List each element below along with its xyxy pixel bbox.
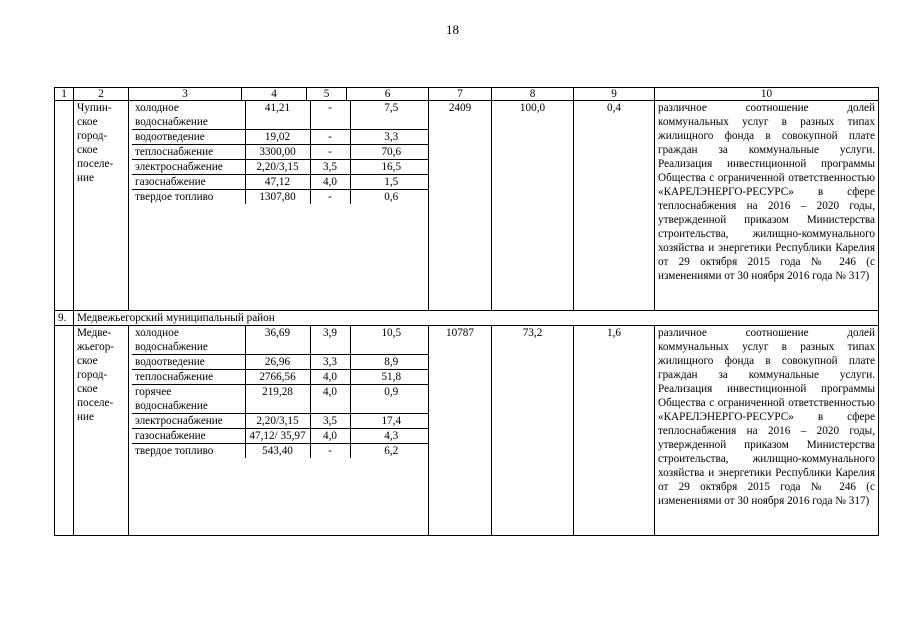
- header-cell: 6: [347, 88, 429, 101]
- header-cell: 2: [74, 88, 129, 101]
- service-share: 4,3: [350, 429, 429, 444]
- header-cell: 7: [429, 88, 492, 101]
- header-cell: 9: [574, 88, 655, 101]
- services-subtable: [132, 326, 429, 458]
- service-name: газоснабжение: [132, 429, 245, 444]
- services-subtable: [132, 101, 429, 204]
- service-name: теплоснабжение: [132, 370, 245, 385]
- service-tariff: 26,96: [245, 355, 310, 370]
- service-share: 70,6: [350, 145, 429, 160]
- service-index: 3,5: [310, 414, 350, 429]
- service-tariff: 19,02: [245, 130, 310, 145]
- service-index: -: [310, 145, 350, 160]
- note-cell: различное соотношение долей коммунальных услуг в разных типах жилищного фонда в совокупной плате граждан за коммунальные услуги. Реализация инвестиционной программы Общества с ограниченной ответственностью «КАРЕЛЭНЕРГО-РЕСУРС» в сфере теплоснабжения на 2016 – 2020 годы, утвержденной приказом Министерства строительства, жилищно-коммунального хозяйства и энергетики Республики Карелия от 29 октября 2015 года № 246 (с изменениями от 30 ноября 2016 года № 317): [655, 101, 879, 311]
- service-row: [132, 429, 429, 444]
- service-tariff: 543,40: [245, 444, 310, 459]
- service-name: электроснабжение: [132, 160, 245, 175]
- value-col9: 1,6: [574, 326, 655, 536]
- service-tariff: 2,20/3,15: [245, 414, 310, 429]
- value-col7: 10787: [429, 326, 492, 536]
- service-tariff: 219,28: [245, 385, 310, 414]
- service-index: 3,5: [310, 160, 350, 175]
- service-index: 4,0: [310, 370, 350, 385]
- header-row: [55, 88, 879, 101]
- service-tariff: 41,21: [245, 101, 310, 130]
- service-index: 4,0: [310, 385, 350, 414]
- service-row: [132, 414, 429, 429]
- service-share: 51,8: [350, 370, 429, 385]
- service-name: холодное водоснабжение: [132, 101, 245, 130]
- service-index: 3,3: [310, 355, 350, 370]
- header-cell: 3: [129, 88, 242, 101]
- services-cell: [129, 326, 429, 536]
- service-tariff: 47,12: [245, 175, 310, 190]
- tariff-table: [54, 87, 879, 536]
- service-tariff: 1307,80: [245, 190, 310, 205]
- header-cell: 8: [492, 88, 574, 101]
- service-name: водоотведение: [132, 355, 245, 370]
- value-col8: 73,2: [492, 326, 574, 536]
- region-name: Медвежьегорский муниципальный район: [74, 311, 879, 326]
- service-row: [132, 444, 429, 459]
- service-index: -: [310, 190, 350, 205]
- service-row: [132, 385, 429, 414]
- service-tariff: 2,20/3,15: [245, 160, 310, 175]
- service-index: 4,0: [310, 175, 350, 190]
- service-share: 17,4: [350, 414, 429, 429]
- service-share: 16,5: [350, 160, 429, 175]
- service-index: 4,0: [310, 429, 350, 444]
- service-row: [132, 175, 429, 190]
- service-row: [132, 370, 429, 385]
- service-share: 0,6: [384, 191, 399, 203]
- header-cell: 4: [242, 88, 307, 101]
- service-share: 8,9: [350, 355, 429, 370]
- region-row: [55, 311, 879, 326]
- service-row: [132, 326, 429, 355]
- service-share: 7,5: [350, 101, 429, 130]
- service-index: 3,9: [310, 326, 350, 355]
- service-row: [132, 190, 429, 205]
- service-row: [132, 145, 429, 160]
- row-number-cell: [55, 326, 74, 536]
- service-tariff: 36,69: [245, 326, 310, 355]
- header-cell: 5: [307, 88, 347, 101]
- service-tariff: 47,12/ 35,97: [245, 429, 310, 444]
- service-index: -: [310, 444, 350, 459]
- service-share: 3,3: [350, 130, 429, 145]
- service-tariff: 3300,00: [245, 145, 310, 160]
- service-name: твердое топливо: [132, 444, 245, 459]
- region-number: 9.: [55, 311, 74, 326]
- service-name: газоснабжение: [132, 175, 245, 190]
- service-name: холодное водоснабжение: [132, 326, 245, 355]
- settlement-cell: Чупин- ское город- ское поселе- ние: [74, 101, 129, 311]
- service-share: 10,5: [350, 326, 429, 355]
- service-name: твердое топливо: [132, 190, 245, 205]
- service-share: 6,2: [384, 445, 399, 457]
- table-row: [55, 326, 879, 536]
- service-row: [132, 160, 429, 175]
- service-share: 1,5: [350, 175, 429, 190]
- services-cell: [129, 101, 429, 311]
- service-share: 0,9: [350, 385, 429, 414]
- service-index: -: [310, 130, 350, 145]
- service-row: [132, 130, 429, 145]
- row-number-cell: [55, 101, 74, 311]
- service-name: электроснабжение: [132, 414, 245, 429]
- note-cell: различное соотношение долей коммунальных услуг в разных типах жилищного фонда в совокупной плате граждан за коммунальные услуги. Реализация инвестиционной программы Общества с ограниченной ответственностью «КАРЕЛЭНЕРГО-РЕСУРС» в сфере теплоснабжения на 2016 – 2020 годы, утвержденной приказом Министерства строительства, жилищно-коммунального хозяйства и энергетики Республики Карелия от 29 октября 2015 года № 246 (с изменениями от 30 ноября 2016 года № 317): [655, 326, 879, 536]
- settlement-cell: Медве- жьегор- ское город- ское поселе- ние: [74, 326, 129, 536]
- header-cell: 1: [55, 88, 74, 101]
- header-cell: 10: [655, 88, 879, 101]
- page-number: 18: [446, 22, 459, 37]
- service-name: водоотведение: [132, 130, 245, 145]
- service-tariff: 2766,56: [245, 370, 310, 385]
- service-name: теплоснабжение: [132, 145, 245, 160]
- table-row: [55, 101, 879, 311]
- value-col9: 0,4: [574, 101, 655, 311]
- value-col7: 2409: [429, 101, 492, 311]
- service-index: -: [310, 101, 350, 130]
- service-name: горячее водоснабжение: [132, 385, 245, 414]
- service-row: [132, 101, 429, 130]
- value-col8: 100,0: [492, 101, 574, 311]
- service-row: [132, 355, 429, 370]
